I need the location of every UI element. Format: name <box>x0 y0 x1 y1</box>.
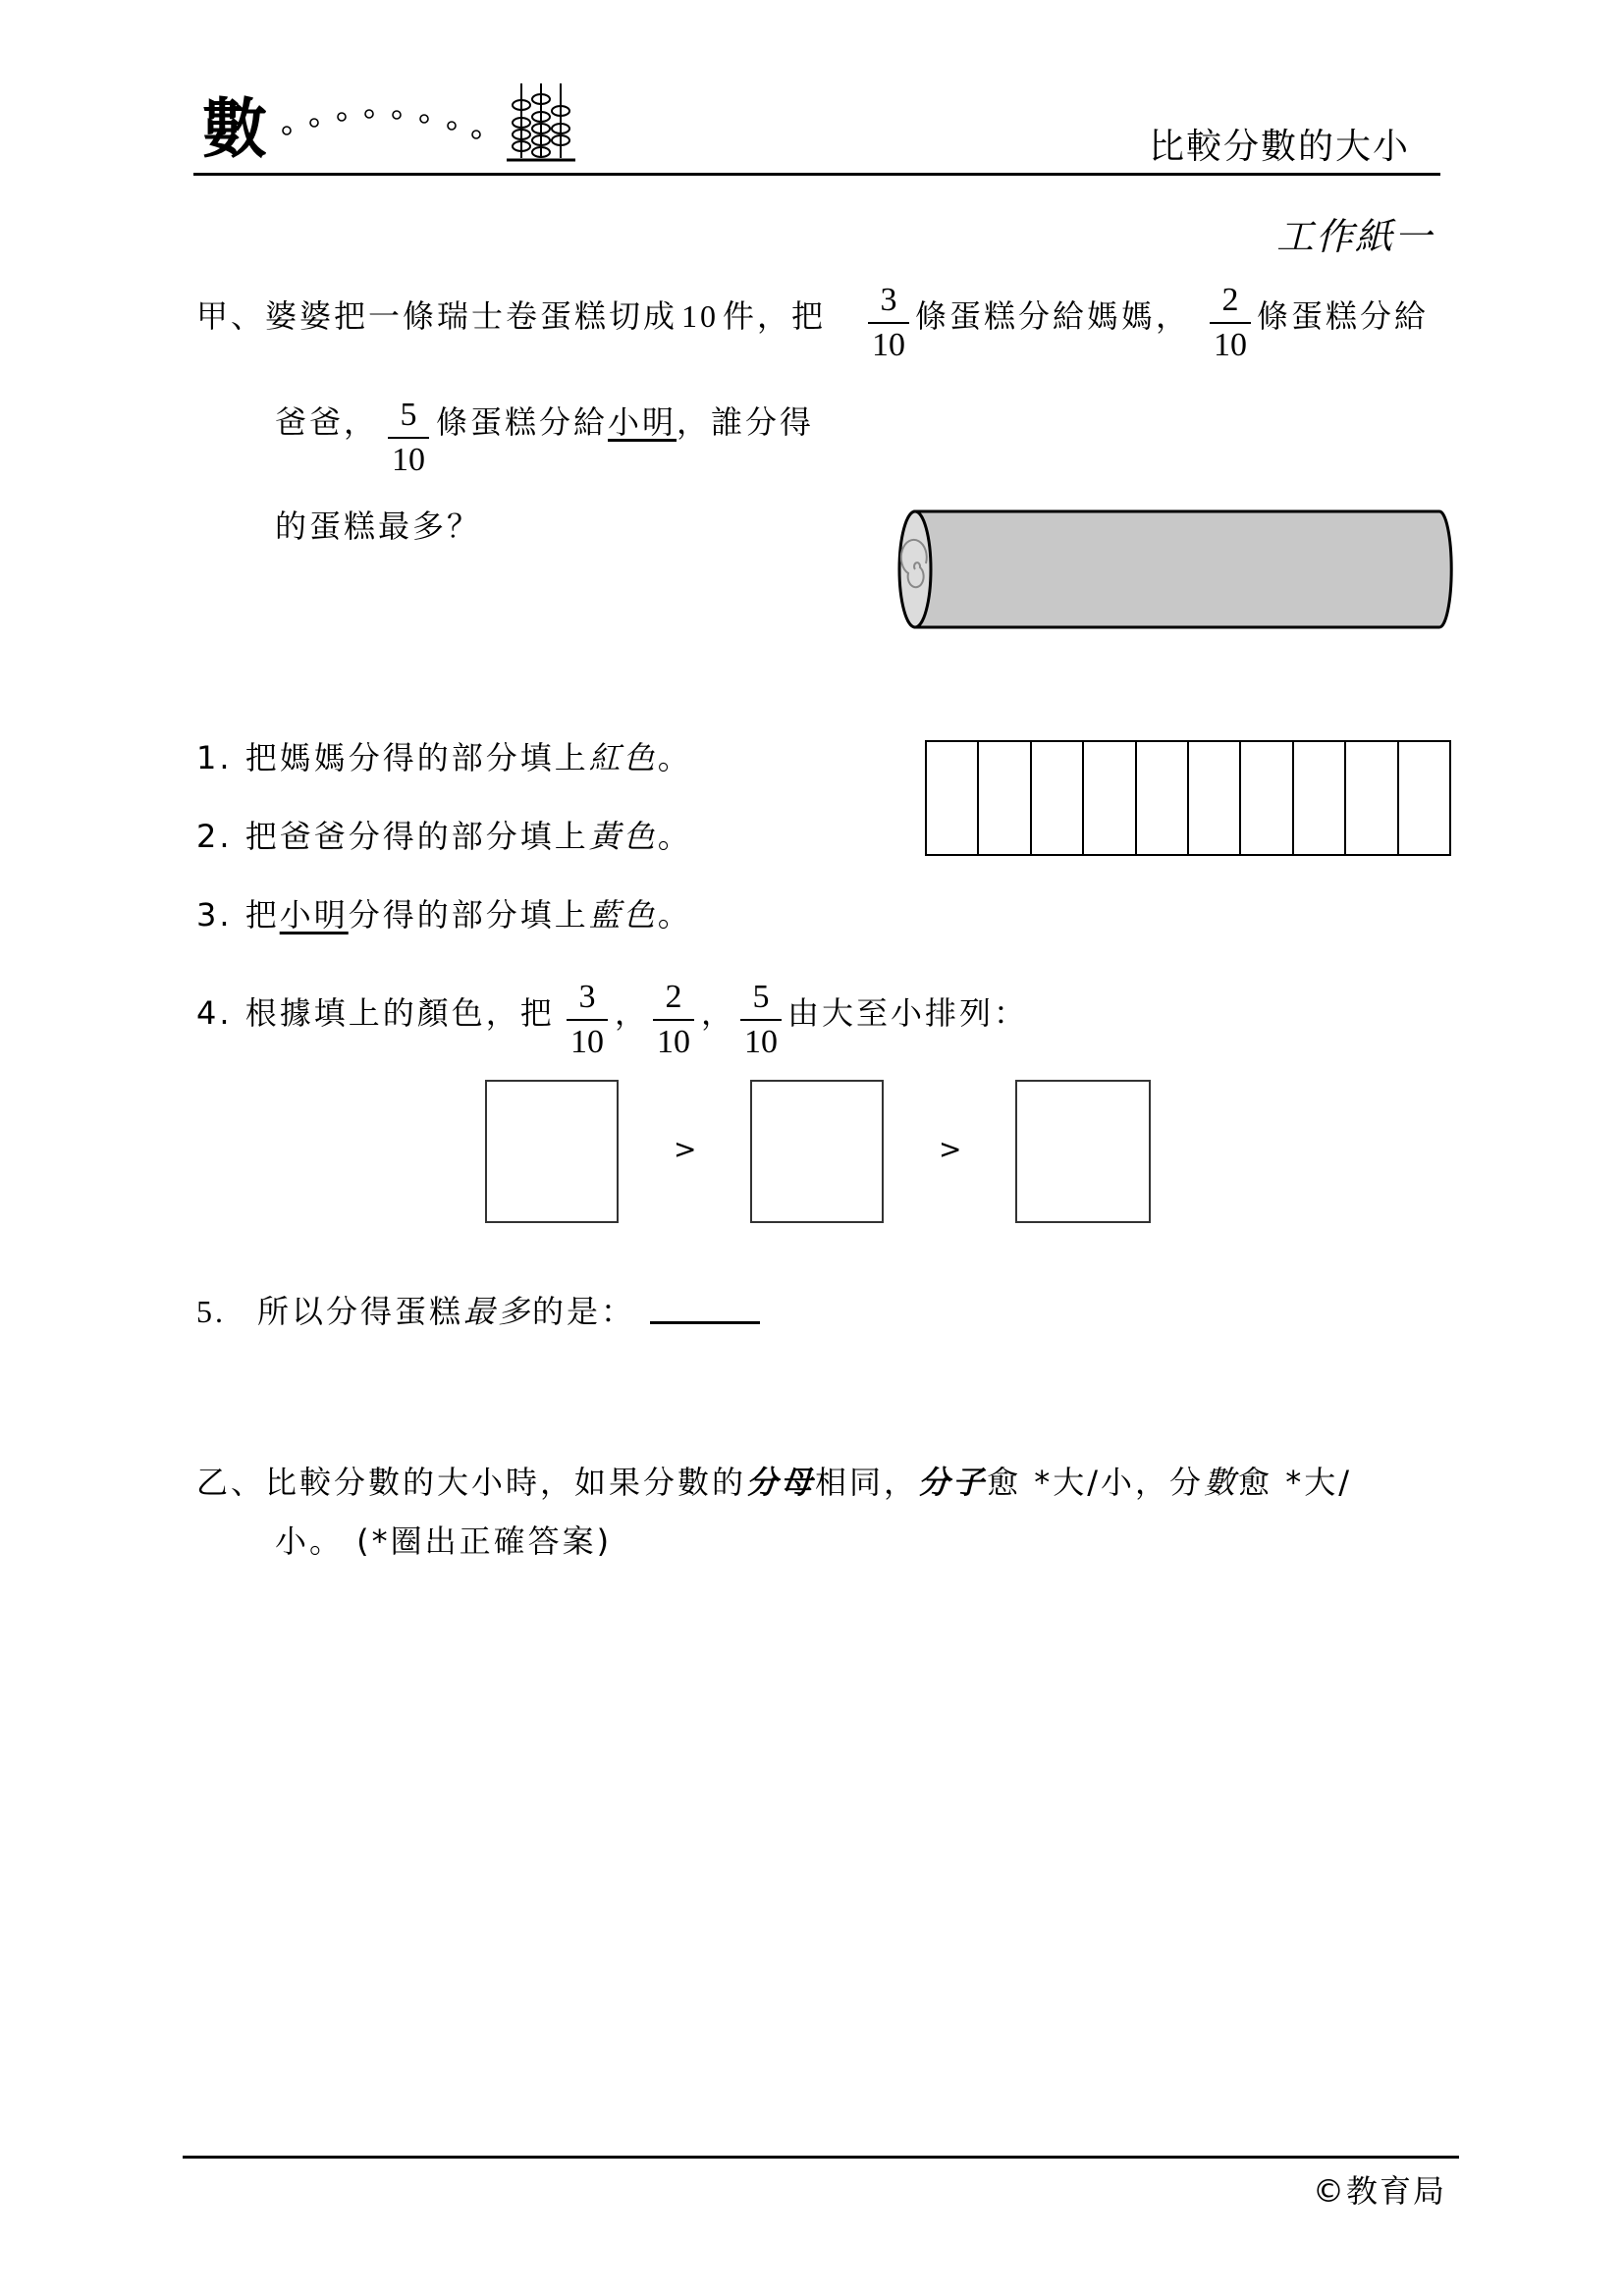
part-a-line3: 的蛋糕最多？ <box>275 507 482 545</box>
q4-sep-1: ， <box>615 994 650 1032</box>
worksheet-label: 工作紙一 <box>1276 215 1435 258</box>
part-a-line1: 甲、婆婆把一條瑞士卷蛋糕切成 10 件，把 <box>196 297 827 335</box>
q4-fraction-1: 3 10 <box>565 980 610 1062</box>
q4-fraction-2: 2 10 <box>651 980 696 1062</box>
question-4: 4. 根據填上的顏色，把 <box>196 994 555 1032</box>
answer-box-3[interactable] <box>1015 1080 1151 1223</box>
grid-cell[interactable] <box>1084 742 1136 854</box>
header-title: 比較分數的大小 <box>1149 127 1411 167</box>
header <box>0 0 1624 177</box>
part-a-line2-b: 條蛋糕分給小明，誰分得 <box>436 403 815 441</box>
question-2: 2. 把爸爸分得的部分填上黃色。 <box>196 818 692 855</box>
answer-box-1[interactable] <box>485 1080 619 1223</box>
cake-fraction-grid <box>925 740 1451 856</box>
part-b-line2: 小。 (*圈出正確答案) <box>275 1522 613 1560</box>
grid-cell[interactable] <box>1399 742 1449 854</box>
grid-cell[interactable] <box>979 742 1031 854</box>
q4-end: 由大至小排列： <box>787 994 1029 1032</box>
question-5: 所以分得蛋糕最多的是： <box>257 1293 636 1330</box>
answer-blank[interactable] <box>650 1321 760 1324</box>
greater-than-1: > <box>674 1133 697 1165</box>
grid-cell[interactable] <box>1346 742 1398 854</box>
q4-fraction-3: 5 10 <box>738 980 784 1062</box>
part-a-line1-d: 條蛋糕分給 <box>1257 297 1430 335</box>
grid-cell[interactable] <box>927 742 979 854</box>
logo-char: 數 <box>202 91 265 167</box>
greater-than-2: > <box>939 1133 962 1165</box>
question-3: 3. 把小明分得的部分填上藍色。 <box>196 896 692 934</box>
grid-cell[interactable] <box>1189 742 1241 854</box>
grid-cell[interactable] <box>1294 742 1346 854</box>
part-b-line1: 乙、比較分數的大小時，如果分數的分母相同，分子愈 *大/小，分數愈 *大/ <box>196 1464 1353 1501</box>
part-a-line1-c: 條蛋糕分給媽媽， <box>915 297 1191 335</box>
fraction-dad: 2 10 <box>1208 283 1253 365</box>
fraction-ming: 5 10 <box>386 398 431 480</box>
q4-sep-2: ， <box>701 994 736 1032</box>
abacus-dots-icon <box>275 83 609 172</box>
question-5-number: 5. <box>196 1294 226 1329</box>
grid-cell[interactable] <box>1241 742 1293 854</box>
fraction-mom: 3 10 <box>866 283 911 365</box>
swiss-roll-icon <box>892 506 1461 633</box>
part-a-line2-a: 爸爸， <box>275 403 379 441</box>
answer-box-2[interactable] <box>750 1080 884 1223</box>
footer-copyright: ©教育局 <box>1313 2172 1447 2210</box>
grid-cell[interactable] <box>1032 742 1084 854</box>
question-1: 1. 把媽媽分得的部分填上紅色。 <box>196 739 692 776</box>
grid-cell[interactable] <box>1137 742 1189 854</box>
header-rule <box>193 173 1440 176</box>
footer-rule <box>183 2156 1459 2159</box>
